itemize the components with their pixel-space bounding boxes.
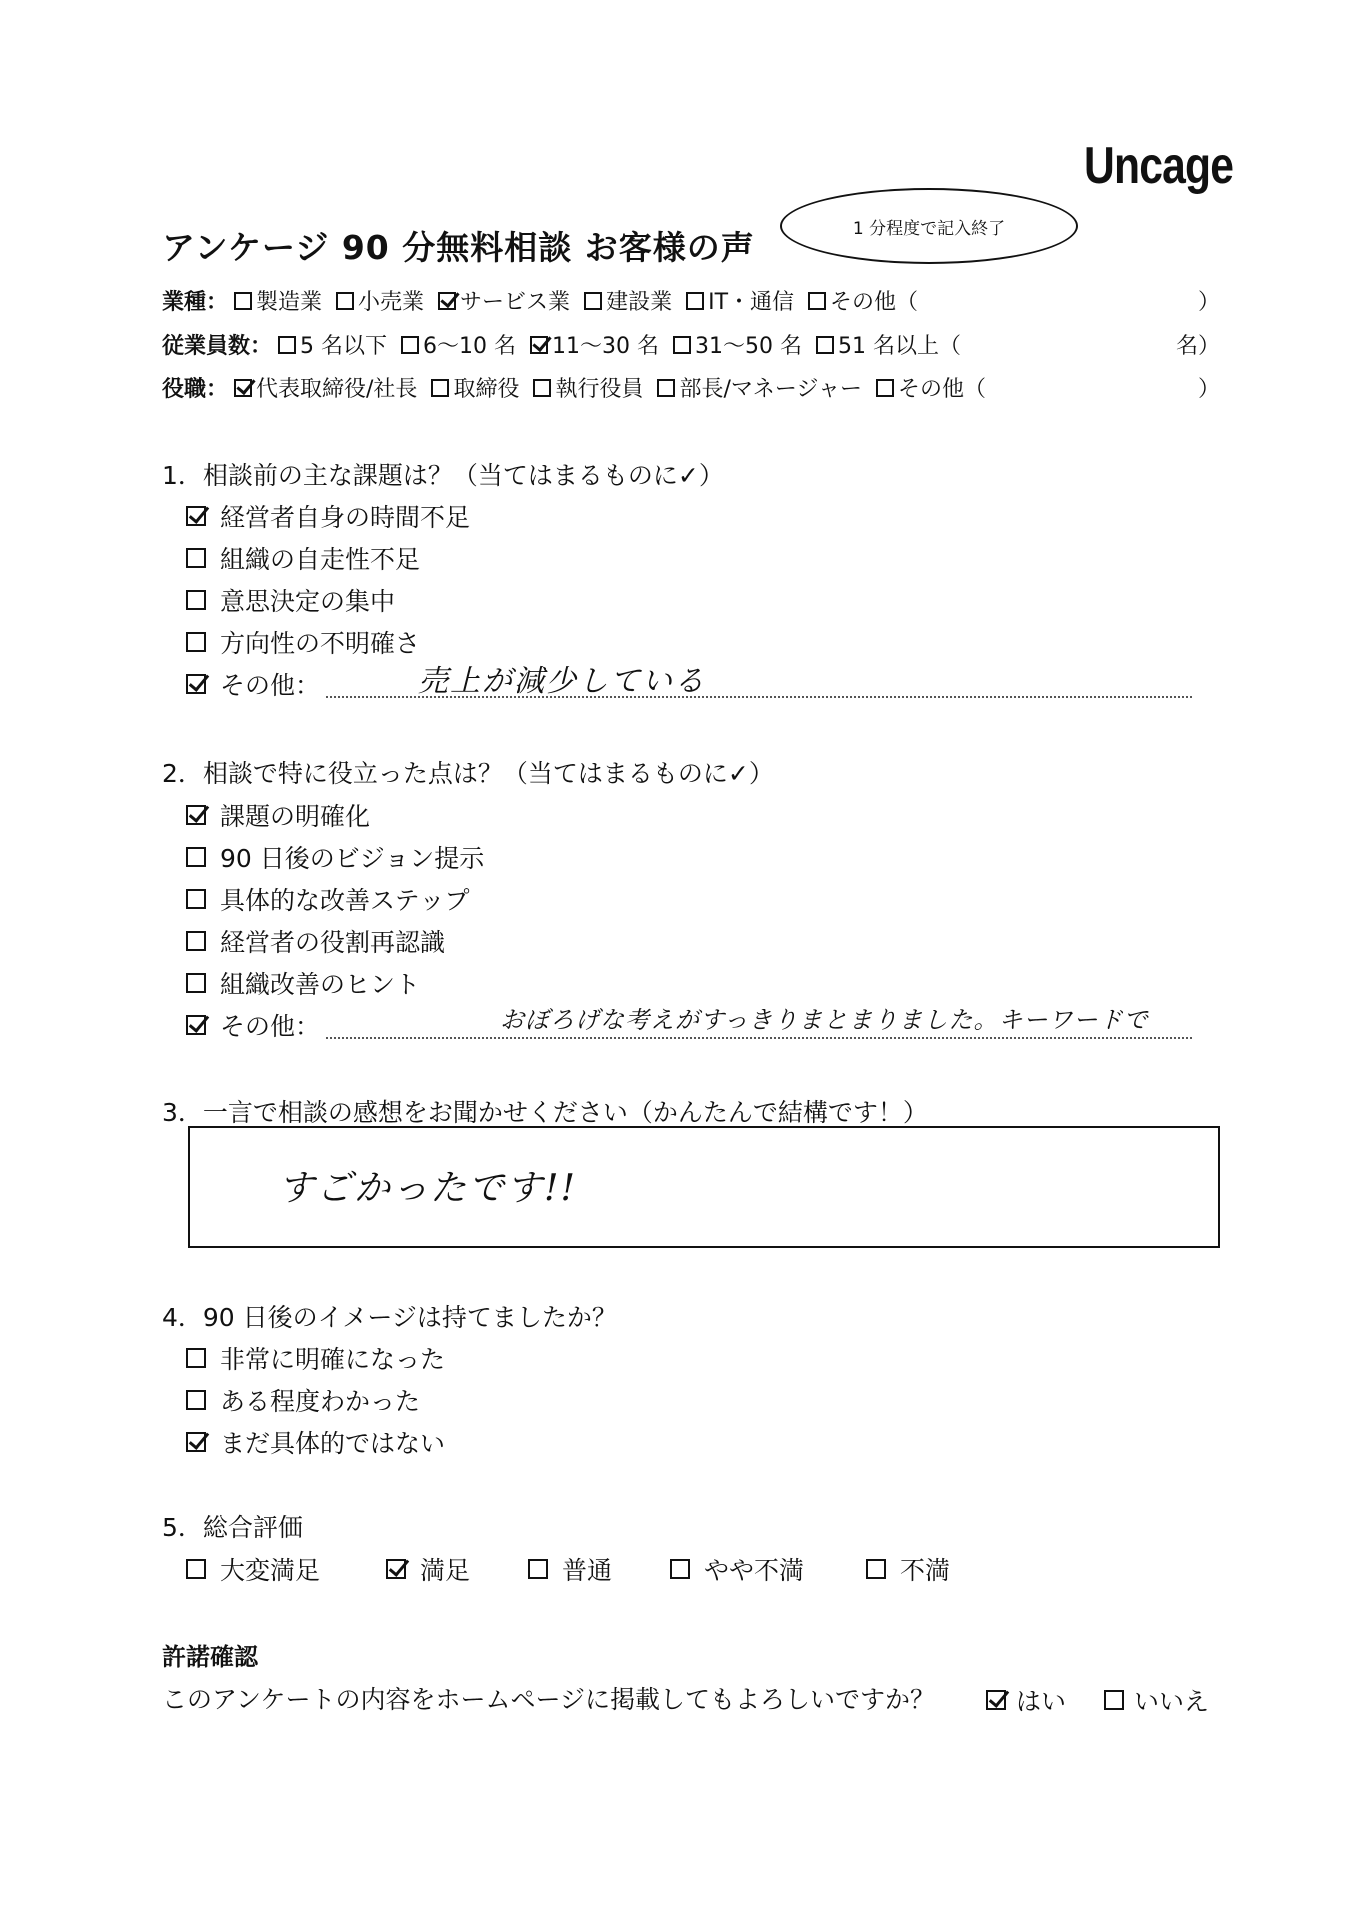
checkbox[interactable] — [401, 336, 419, 354]
checkbox[interactable] — [986, 1690, 1006, 1710]
employees-close: 名） — [1176, 334, 1221, 359]
q1-item[interactable] — [186, 582, 395, 618]
q2-item[interactable] — [186, 923, 445, 959]
q4-item[interactable] — [186, 1424, 445, 1460]
item-label: 意思決定の集中 — [220, 587, 396, 616]
checkbox[interactable] — [186, 632, 206, 652]
industry-option[interactable] — [808, 285, 918, 316]
option-label: 満足 — [420, 1556, 471, 1585]
option-label: 製造業 — [256, 290, 323, 315]
checkbox[interactable] — [816, 336, 834, 354]
q2-item[interactable] — [186, 881, 470, 917]
item-label: 組織の自走性不足 — [220, 545, 421, 574]
checkbox[interactable] — [186, 805, 206, 825]
q4-title: 4．90 日後のイメージは持てましたか？ — [162, 1303, 617, 1332]
q3-answer[interactable]: すごかったです!! — [278, 1168, 577, 1209]
item-label: 90 日後のビジョン提示 — [220, 844, 485, 873]
option-label: 11～30 名 — [552, 334, 659, 359]
industry-option[interactable] — [336, 285, 424, 316]
employees-option[interactable] — [673, 329, 802, 360]
checkbox[interactable] — [186, 889, 206, 909]
option-label: 小売業 — [358, 290, 425, 315]
option-label: 建設業 — [606, 290, 673, 315]
q2-item[interactable] — [186, 965, 420, 1001]
checkbox[interactable] — [186, 973, 206, 993]
employees-option[interactable] — [530, 329, 659, 360]
item-label: その他： — [220, 1012, 321, 1041]
item-label: まだ具体的ではない — [220, 1429, 446, 1458]
role-option[interactable] — [431, 372, 519, 403]
checkbox[interactable] — [186, 590, 206, 610]
page-title: アンケージ 90 分無料相談 お客様の声 — [162, 228, 755, 267]
q5-title: 5．総合評価 — [162, 1513, 303, 1542]
role-label: 役職： — [162, 377, 229, 402]
employees-option[interactable] — [278, 329, 387, 360]
option-label: 代表取締役/社長 — [256, 377, 418, 402]
option-label: 31～50 名 — [695, 334, 802, 359]
employees-label: 従業員数： — [162, 334, 273, 359]
role-option[interactable] — [234, 372, 417, 403]
checkbox[interactable] — [186, 674, 206, 694]
item-label: ある程度わかった — [220, 1387, 421, 1416]
checkbox[interactable] — [336, 292, 354, 310]
permission-title: 許諾確認 — [162, 1643, 258, 1671]
brand-logo: Uncage — [1084, 137, 1234, 195]
employees-row — [162, 329, 975, 360]
q3-title: 3．一言で相談の感想をお聞かせください（かんたんで結構です！） — [162, 1098, 928, 1127]
checkbox[interactable] — [876, 379, 894, 397]
checkbox[interactable] — [431, 379, 449, 397]
q2-item[interactable] — [186, 839, 484, 875]
employees-option[interactable] — [401, 329, 516, 360]
checkbox[interactable] — [186, 1390, 206, 1410]
q2-other-answer[interactable]: おぼろげな考えがすっきりまとまりました。キーワードで — [500, 1006, 1149, 1034]
checkbox[interactable] — [234, 379, 252, 397]
checkbox[interactable] — [278, 336, 296, 354]
checkbox[interactable] — [528, 1559, 548, 1579]
option-label: IT・通信 — [708, 290, 795, 315]
checkbox[interactable] — [866, 1559, 886, 1579]
item-label: 課題の明確化 — [220, 802, 371, 831]
checkbox[interactable] — [186, 847, 206, 867]
q2-item[interactable] — [186, 797, 370, 833]
checkbox[interactable] — [657, 379, 675, 397]
industry-option[interactable] — [686, 285, 794, 316]
option-label: いいえ — [1134, 1687, 1210, 1716]
option-label: その他（ — [898, 377, 987, 402]
permission-yes[interactable] — [986, 1682, 1066, 1718]
role-option[interactable] — [657, 372, 862, 403]
checkbox[interactable] — [584, 292, 602, 310]
q1-item[interactable] — [186, 540, 420, 576]
q1-other-answer[interactable]: 売上が減少している — [418, 664, 706, 699]
option-label: 51 名以上（ — [837, 334, 961, 359]
industry-row — [162, 285, 932, 316]
checkbox[interactable] — [533, 379, 551, 397]
option-label: やや不満 — [704, 1556, 805, 1585]
role-row — [162, 372, 1000, 403]
item-label: 組織改善のヒント — [220, 970, 421, 999]
checkbox[interactable] — [438, 292, 456, 310]
option-label: 6～10 名 — [423, 334, 517, 359]
checkbox[interactable] — [686, 292, 704, 310]
checkbox[interactable] — [234, 292, 252, 310]
option-label: 執行役員 — [555, 377, 644, 402]
industry-option[interactable] — [584, 285, 672, 316]
item-label: 方向性の不明確さ — [220, 629, 421, 658]
checkbox[interactable] — [673, 336, 691, 354]
permission-no[interactable] — [1104, 1682, 1209, 1718]
q2-other-line — [326, 1037, 1192, 1039]
checkbox[interactable] — [1104, 1690, 1124, 1710]
option-label: 不満 — [900, 1556, 951, 1585]
option-label: その他（ — [830, 290, 919, 315]
q5-option[interactable] — [386, 1551, 470, 1587]
q1-item[interactable] — [186, 624, 420, 660]
industry-option[interactable] — [234, 285, 322, 316]
employees-option[interactable] — [816, 329, 961, 360]
q1-item-other[interactable] — [186, 666, 320, 702]
industry-option[interactable] — [438, 285, 570, 316]
option-label: 普通 — [562, 1556, 613, 1585]
checkbox[interactable] — [386, 1559, 406, 1579]
industry-label: 業種： — [162, 290, 229, 315]
checkbox[interactable] — [530, 336, 548, 354]
q5-option[interactable] — [866, 1551, 950, 1587]
checkbox[interactable] — [670, 1559, 690, 1579]
checkbox[interactable] — [186, 1432, 206, 1452]
checkbox[interactable] — [186, 931, 206, 951]
time-badge-text: 1 分程度で記入終了 — [852, 218, 1006, 239]
item-label: 経営者の役割再認識 — [220, 928, 446, 957]
role-close: ） — [1198, 377, 1221, 402]
checkbox[interactable] — [186, 1348, 206, 1368]
option-label: サービス業 — [460, 290, 571, 315]
role-option[interactable] — [533, 372, 643, 403]
q4-item[interactable] — [186, 1340, 445, 1376]
industry-close: ） — [1198, 290, 1221, 315]
role-option[interactable] — [876, 372, 986, 403]
checkbox[interactable] — [186, 1559, 206, 1579]
q4-item[interactable] — [186, 1382, 420, 1418]
permission-question: このアンケートの内容をホームページに掲載してもよろしいですか？ — [162, 1685, 936, 1714]
q2-title: 2．相談で特に役立った点は？（当てはまるものに✓） — [162, 759, 774, 788]
q5-option[interactable] — [670, 1551, 804, 1587]
checkbox[interactable] — [186, 1015, 206, 1035]
checkbox[interactable] — [186, 548, 206, 568]
checkbox[interactable] — [186, 506, 206, 526]
option-label: 大変満足 — [220, 1556, 321, 1585]
option-label: 部長/マネージャー — [679, 377, 863, 402]
item-label: 経営者自身の時間不足 — [220, 503, 471, 532]
q1-item[interactable] — [186, 498, 470, 534]
q5-option[interactable] — [186, 1551, 320, 1587]
option-label: 5 名以下 — [300, 334, 388, 359]
option-label: 取締役 — [453, 377, 520, 402]
item-label: その他： — [220, 671, 321, 700]
item-label: 非常に明確になった — [220, 1345, 446, 1374]
q5-option[interactable] — [528, 1551, 612, 1587]
checkbox[interactable] — [808, 292, 826, 310]
q1-title: 1．相談前の主な課題は？（当てはまるものに✓） — [162, 461, 724, 490]
time-badge — [780, 188, 1078, 264]
item-label: 具体的な改善ステップ — [220, 886, 470, 915]
option-label: はい — [1016, 1687, 1067, 1716]
q2-item-other[interactable] — [186, 1007, 320, 1043]
